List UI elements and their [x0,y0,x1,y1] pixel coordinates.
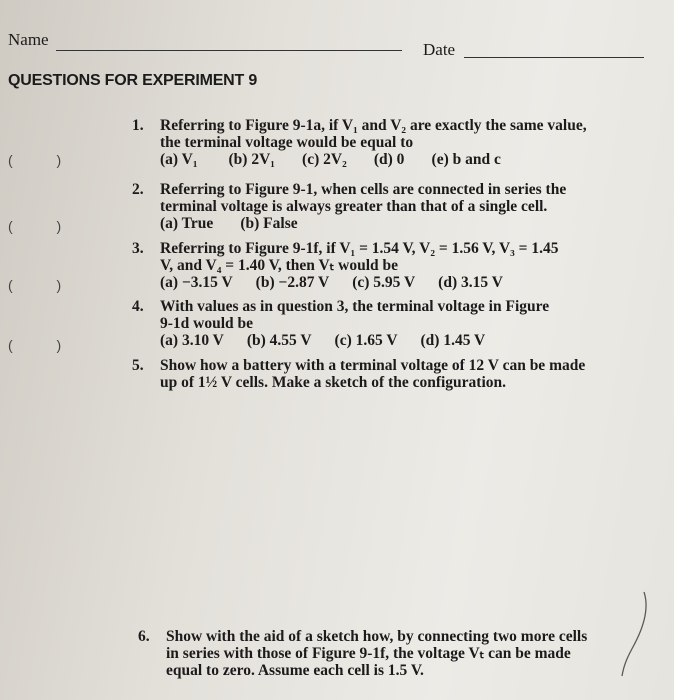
answer-blank-2[interactable]: ( ) [8,218,82,234]
question-text-line: Show with the aid of a sketch how, by connecting two more cells [166,628,588,645]
question-text-line: V, and V₄ = 1.40 V, then Vₜ would be [160,257,399,274]
question-text-line: Show how a battery with a terminal voltage of 12 V can be made [160,357,586,374]
name-label: Name [8,30,49,49]
question-text-line: equal to zero. Assume each cell is 1.5 V. [166,662,424,679]
question-text-line: in series with those of Figure 9-1f, the voltage Vₜ can be made [166,645,571,662]
question-number: 5. [132,357,144,374]
question-options: (a) True (b) False [160,215,298,232]
question-text-line: 9-1d would be [160,315,254,332]
question-4 [132,298,652,353]
question-number: 6. [138,628,150,645]
question-options: (a) −3.15 V (b) −2.87 V (c) 5.95 V (d) 3.15 V [160,274,503,291]
answer-blank-4[interactable]: ( ) [8,337,82,353]
question-1 [132,117,652,177]
answer-blank-3[interactable]: ( ) [8,277,82,293]
question-text-line: Referring to Figure 9-1a, if V₁ and V₂ are exactly the same value, [160,117,587,134]
date-label: Date [423,40,456,59]
question-text-line: Referring to Figure 9-1f, if V₁ = 1.54 V, V₂ = 1.56 V, V₃ = 1.45 [160,240,559,257]
question-text-line: Referring to Figure 9-1, when cells are connected in series the [160,181,567,198]
question-number: 2. [132,181,144,198]
question-number: 1. [132,117,144,134]
question-number: 3. [132,240,144,257]
answer-blank-1[interactable]: ( ) [8,152,82,168]
pencil-mark [620,590,660,680]
question-5 [132,357,652,397]
question-text-line: With values as in question 3, the terminal voltage in Figure [160,298,550,315]
question-options: (a) 3.10 V (b) 4.55 V (c) 1.65 V (d) 1.45 V [160,332,486,349]
question-options: (a) V₁ (b) 2V₁ (c) 2V₂ (d) 0 (e) b and c [160,151,501,168]
question-number: 4. [132,298,144,315]
question-6 [138,628,648,688]
question-text-line: the terminal voltage would be equal to [160,134,414,151]
question-3 [132,240,652,295]
question-text-line: up of 1½ V cells. Make a sketch of the configuration. [160,374,507,391]
question-2 [132,181,652,236]
date-field-line[interactable] [464,57,644,58]
question-text-line: terminal voltage is always greater than that of a single cell. [160,198,548,215]
page-title: QUESTIONS FOR EXPERIMENT 9 [8,72,258,89]
name-field-line[interactable] [56,50,402,51]
